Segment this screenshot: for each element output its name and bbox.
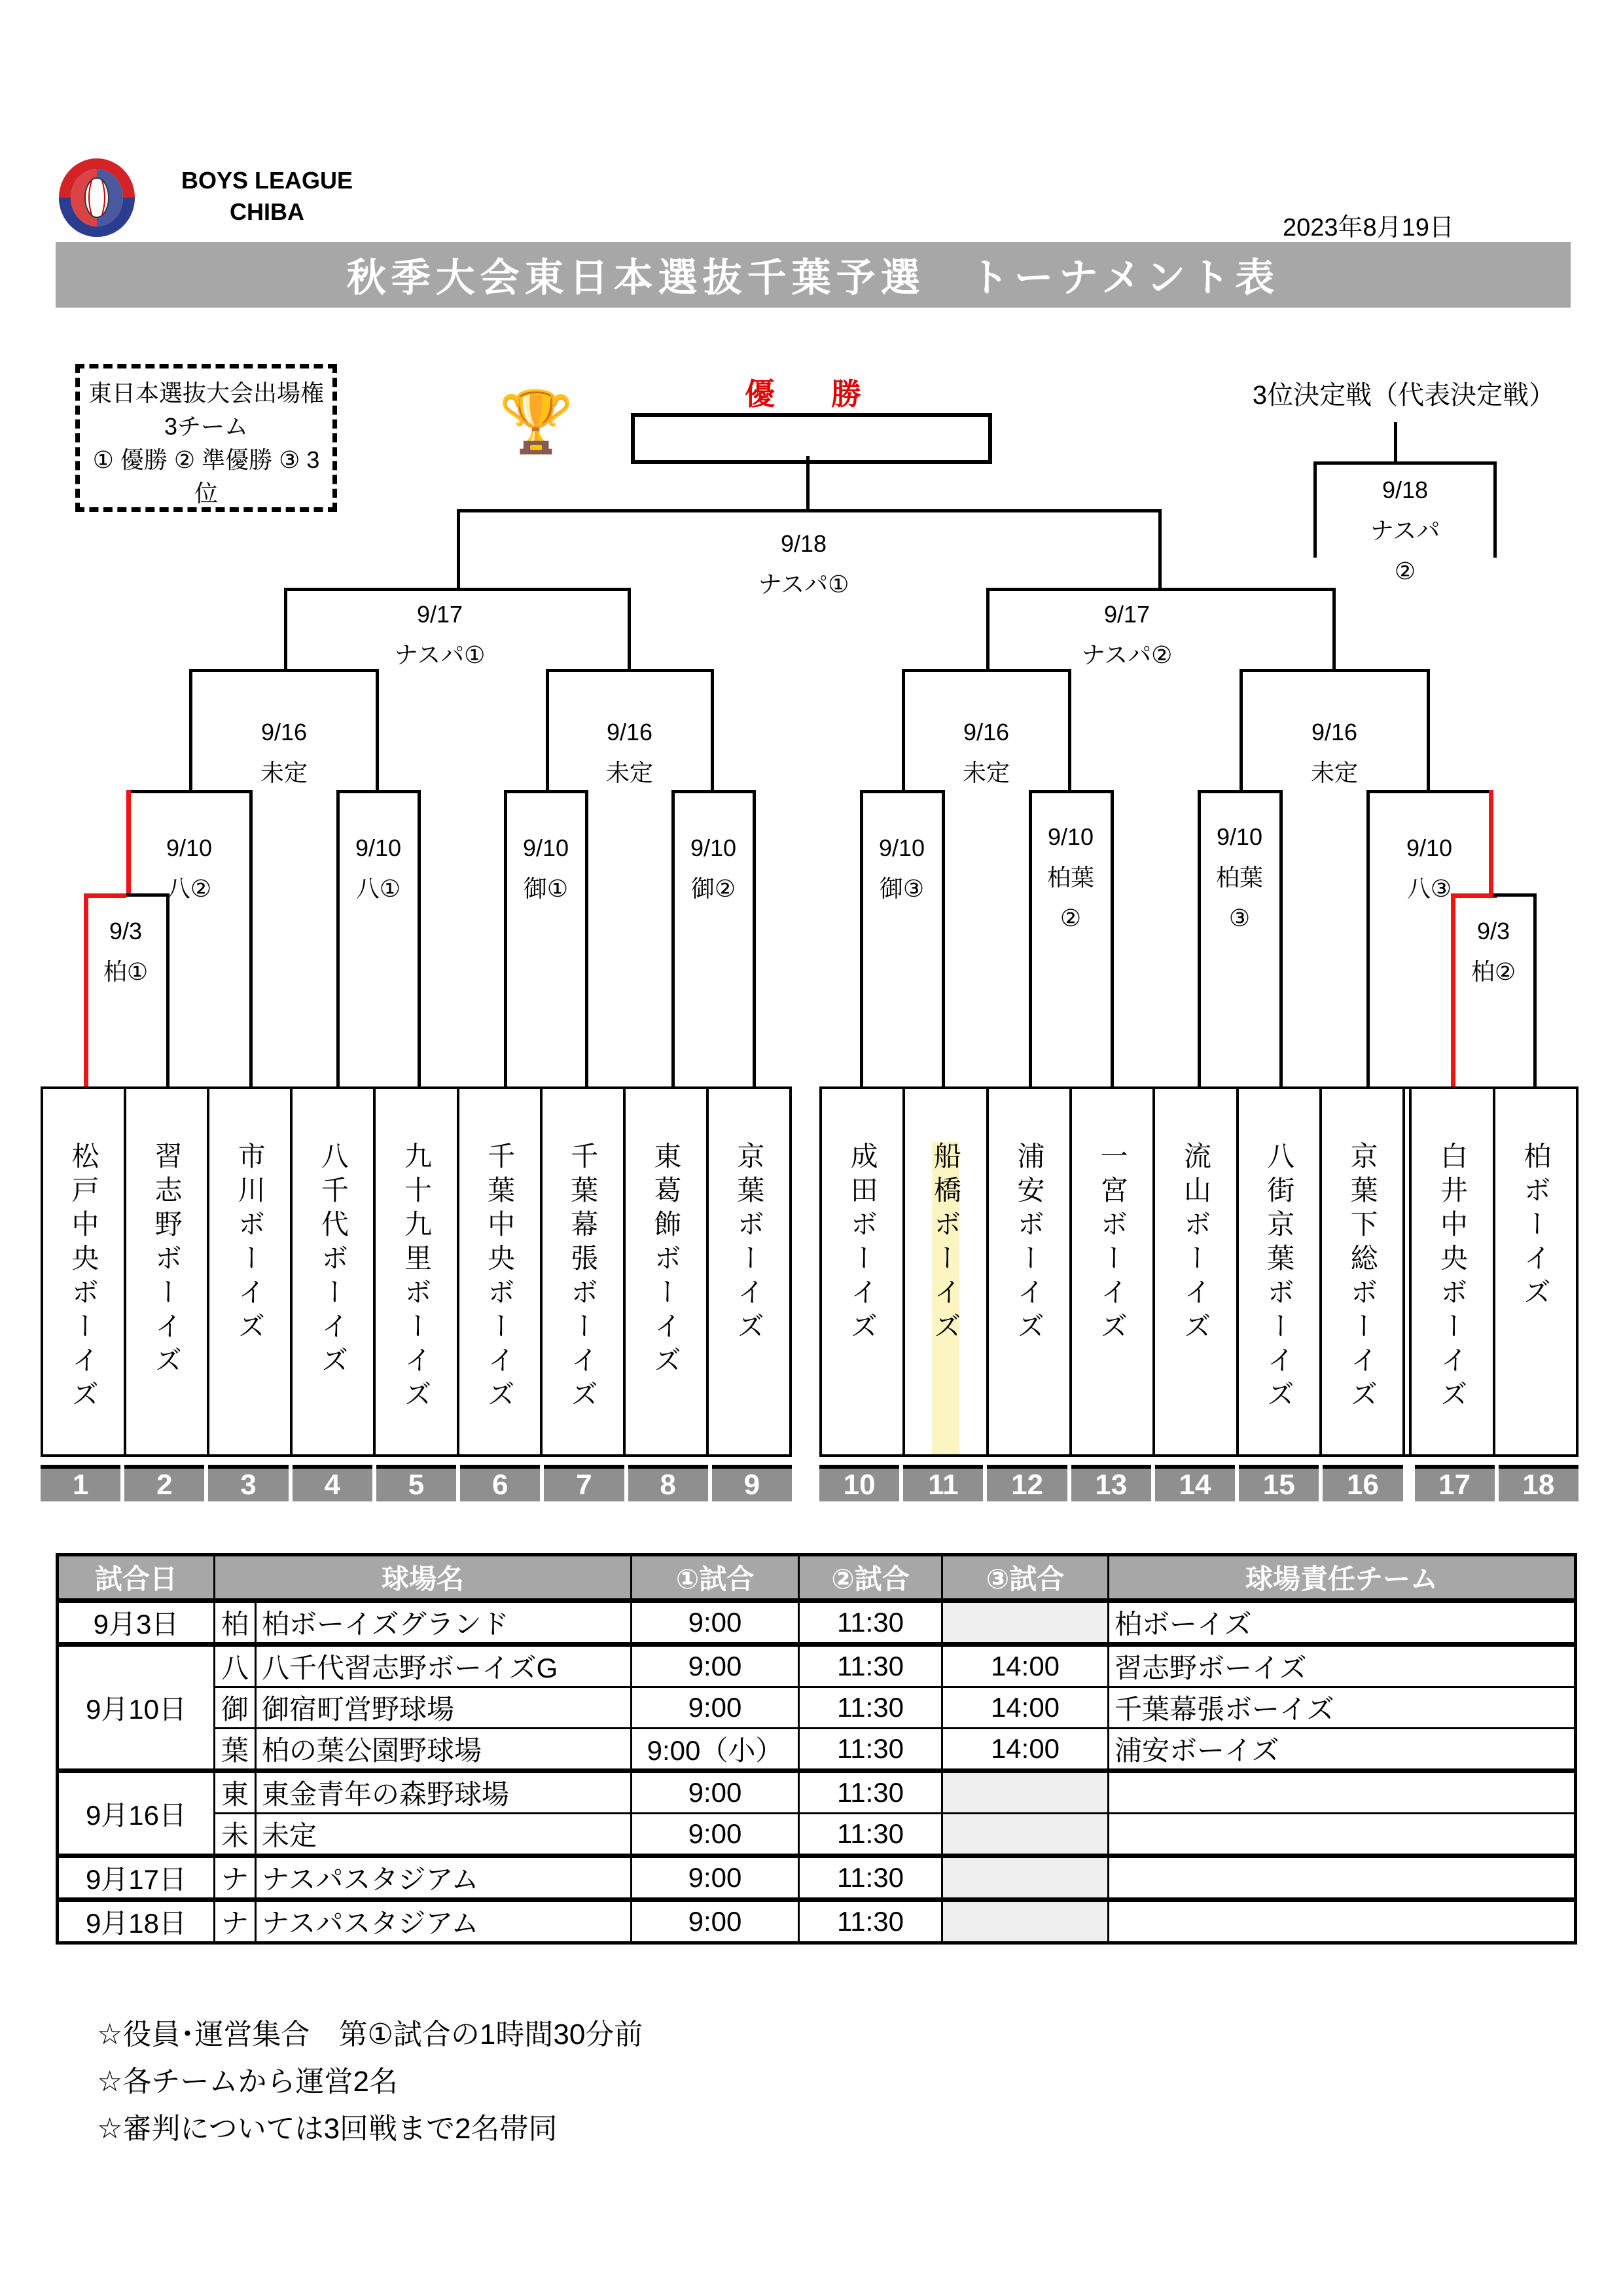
final-connector (457, 509, 1160, 512)
seed-number-10: 10 (819, 1465, 899, 1501)
team-cell-1 (43, 1089, 126, 1454)
team-name-6: 千葉中央ボーイズ (484, 1141, 516, 1414)
responsible-team: 千葉幕張ボーイズ (1109, 1687, 1576, 1729)
team-name-18: 柏ボーイズ (1520, 1141, 1552, 1312)
venue-name: ナスパスタジアム (256, 1856, 632, 1900)
quarterfinal-label (888, 712, 1084, 793)
third-place-label-text: ナスパ (1370, 517, 1440, 544)
team-cell-5 (376, 1089, 459, 1454)
team-cell-4 (293, 1089, 376, 1454)
semifinal-left-connector (284, 588, 630, 591)
quarterfinal-label (186, 712, 382, 793)
final-winner-line (806, 456, 810, 509)
team-cell-18 (1495, 1089, 1576, 1454)
round2-label-text: 御② (690, 875, 736, 902)
quarterfinal-label-text: 未定 (260, 759, 308, 786)
venue-abbr: 御 (215, 1687, 256, 1729)
responsible-team: 浦安ボーイズ (1109, 1729, 1576, 1771)
game3-time: 14:00 (942, 1687, 1109, 1729)
responsible-team: 習志野ボーイズ (1109, 1645, 1576, 1687)
game1-time: 9:00 (632, 1900, 799, 1943)
semifinal-label (342, 594, 538, 675)
semifinal-label-text: 9/17 (1103, 601, 1150, 628)
schedule-header-row (58, 1555, 1576, 1601)
round2-label-text: 9/10 (1216, 823, 1263, 850)
responsible-team (1109, 1900, 1576, 1943)
bracket-line (457, 509, 460, 590)
team-name-17: 白井中央ボーイズ (1436, 1141, 1468, 1414)
trophy-icon: 🏆 (499, 389, 574, 456)
game1-time: 9:00 (632, 1771, 799, 1814)
quarterfinal-label (531, 712, 728, 793)
round2-label-text: ③ (1228, 905, 1251, 931)
game1-time: 9:00（小） (632, 1729, 799, 1771)
round2-label-text: 9/10 (1047, 823, 1094, 850)
seed-number-8: 8 (628, 1465, 708, 1501)
team-cell-9 (709, 1089, 789, 1454)
venue-abbr: 柏 (215, 1601, 256, 1645)
seed-number-18: 18 (1499, 1465, 1578, 1501)
game1-time: 9:00 (632, 1601, 799, 1645)
game3-time (942, 1601, 1109, 1645)
match-date: 9月17日 (58, 1856, 215, 1900)
schedule-row (58, 1601, 1576, 1645)
round2-label (448, 828, 644, 909)
seed-number-5: 5 (376, 1465, 456, 1501)
qualification-line2: 3チーム (164, 413, 249, 440)
league-name-line2: CHIBA (230, 198, 304, 225)
venue-name: 柏の葉公園野球場 (256, 1729, 632, 1771)
seed-number-2: 2 (124, 1465, 204, 1501)
venue-abbr: 未 (215, 1814, 256, 1856)
team-name-1: 松戸中央ボーイズ (68, 1141, 99, 1414)
round2-label-text: 柏葉 (1215, 864, 1263, 891)
seed-number-12: 12 (987, 1465, 1067, 1501)
round1-label-text: 柏① (103, 958, 149, 985)
semifinal-label-text: 9/17 (416, 601, 463, 628)
semifinal-label-text: ナスパ② (1081, 641, 1173, 668)
quarterfinal-label-text: 9/16 (1311, 719, 1358, 745)
round2-label-text: 八① (355, 875, 401, 902)
schedule-header-4: ②試合 (799, 1555, 942, 1601)
match-date: 9月16日 (58, 1771, 215, 1856)
match-date: 9月3日 (58, 1601, 215, 1645)
seed-number-9: 9 (712, 1465, 792, 1501)
seed-number-7: 7 (544, 1465, 624, 1501)
semifinal-right-connector (986, 588, 1334, 591)
quarterfinal-label-text: 未定 (605, 759, 653, 786)
team-cell-8 (626, 1089, 709, 1454)
team-table-right (819, 1086, 1578, 1457)
team-cell-15 (1239, 1089, 1322, 1454)
schedule-row (58, 1729, 1576, 1771)
schedule-row (58, 1856, 1576, 1900)
title-bar (56, 242, 1571, 308)
seed-number-bar-right (819, 1465, 1578, 1501)
champion-box (631, 413, 992, 464)
responsible-team (1109, 1856, 1576, 1900)
round2-label (615, 828, 812, 909)
round1-label-text: 柏② (1471, 958, 1516, 985)
note-line-3: ☆審判については3回戦まで2名帯同 (97, 2113, 558, 2145)
schedule-row (58, 1645, 1576, 1687)
venue-abbr: 葉 (215, 1729, 256, 1771)
seed-number-14: 14 (1155, 1465, 1235, 1501)
page-title: 秋季大会東日本選抜千葉予選 トーナメント表 (346, 256, 1280, 300)
schedule-table (56, 1553, 1577, 1945)
schedule-row (58, 1687, 1576, 1729)
bracket-line (986, 588, 990, 672)
seed-number-13: 13 (1071, 1465, 1151, 1501)
schedule-header-3: ①試合 (632, 1555, 799, 1601)
quarterfinal-connector (1240, 669, 1429, 672)
venue-name: 東金青年の森野球場 (256, 1771, 632, 1814)
venue-name: 柏ボーイズグランド (256, 1601, 632, 1645)
team-name-14: 流山ボーイズ (1180, 1141, 1211, 1346)
schedule-row (58, 1900, 1576, 1943)
quarterfinal-label-text: 9/16 (963, 719, 1010, 745)
team-cell-6 (459, 1089, 543, 1454)
seed-bar-gap (1407, 1465, 1411, 1501)
responsible-team (1109, 1771, 1576, 1814)
match-date: 9月10日 (58, 1645, 215, 1771)
qualification-box (75, 364, 337, 512)
round2-label-text: 八③ (1406, 875, 1452, 902)
game2-time: 11:30 (799, 1645, 942, 1687)
game2-time: 11:30 (799, 1856, 942, 1900)
schedule-row (58, 1814, 1576, 1856)
game1-time: 9:00 (632, 1645, 799, 1687)
responsible-team: 柏ボーイズ (1109, 1601, 1576, 1645)
round2-label-text: 9/10 (690, 834, 737, 861)
round1-label-text: 9/3 (1476, 918, 1510, 944)
team-cell-16 (1322, 1089, 1405, 1454)
champion-label: 優 勝 (745, 377, 874, 411)
team-name-2: 習志野ボーイズ (151, 1141, 183, 1380)
third-place-title: 3位決定戦（代表決定戦） (1252, 381, 1556, 410)
league-emblem-icon (58, 157, 136, 238)
schedule-header-2: 球場名 (215, 1555, 632, 1601)
game3-time (942, 1814, 1109, 1856)
team-name-3: 市川ボーイズ (234, 1141, 266, 1346)
semifinal-label (1029, 594, 1225, 675)
responsible-team (1109, 1814, 1576, 1856)
round2-label-text: 御③ (879, 875, 925, 902)
round2-label-text: 9/10 (522, 834, 569, 861)
round2-label-text: 御① (523, 875, 569, 902)
schedule-header-5: ③試合 (942, 1555, 1109, 1601)
team-cell-3 (209, 1089, 293, 1454)
game3-time: 14:00 (942, 1729, 1109, 1771)
third-place-stub (1394, 422, 1397, 461)
quarterfinal-label-text: 未定 (962, 759, 1010, 786)
bracket-line (628, 588, 631, 672)
qualification-line3: ① 優勝 ② 準優勝 ③ 3位 (92, 446, 320, 507)
round2-label-text: 9/10 (355, 834, 402, 861)
seed-number-bar-left (41, 1465, 792, 1501)
team-cell-7 (543, 1089, 626, 1454)
team-name-12: 浦安ボーイズ (1014, 1141, 1045, 1346)
round2-label-text: ② (1060, 905, 1082, 931)
seed-number-11: 11 (903, 1465, 983, 1501)
team-cell-17 (1412, 1089, 1495, 1454)
qualification-line1: 東日本選抜大会出場権 (88, 380, 324, 406)
round2-label-text: 9/10 (1406, 834, 1453, 861)
bracket-line (1158, 509, 1162, 590)
round2-label (804, 828, 1000, 909)
final-label-text: 9/18 (780, 530, 827, 557)
quarterfinal-connector (546, 669, 713, 672)
game2-time: 11:30 (799, 1814, 942, 1856)
third-place-label-text: ② (1394, 558, 1416, 584)
third-place-connector (1313, 461, 1497, 465)
venue-abbr: ナ (215, 1856, 256, 1900)
round1-label (1395, 911, 1592, 992)
team-name-5: 九十九里ボーイズ (401, 1141, 432, 1414)
seed-number-3: 3 (208, 1465, 288, 1501)
seed-number-16: 16 (1323, 1465, 1402, 1501)
game2-time: 11:30 (799, 1601, 942, 1645)
game1-time: 9:00 (632, 1856, 799, 1900)
quarterfinal-label (1236, 712, 1433, 793)
round2-label-text: 9/10 (166, 834, 213, 861)
seed-number-6: 6 (460, 1465, 540, 1501)
venue-abbr: 八 (215, 1645, 256, 1687)
round2-label-text: 9/10 (878, 834, 925, 861)
final-label-text: ナスパ① (758, 571, 849, 598)
team-name-9: 京葉ボーイズ (734, 1141, 765, 1346)
team-table-divider (1405, 1089, 1412, 1454)
quarterfinal-label-text: 9/16 (606, 719, 653, 745)
team-name-15: 八街京葉ボーイズ (1264, 1141, 1295, 1414)
seed-number-4: 4 (293, 1465, 372, 1501)
quarterfinal-label-text: 未定 (1310, 759, 1358, 786)
team-cell-12 (989, 1089, 1072, 1454)
team-table-left (41, 1086, 792, 1457)
round2-label (91, 828, 287, 909)
league-name-line1: BOYS LEAGUE (181, 167, 353, 194)
bracket-line (1332, 588, 1336, 672)
round2-label (972, 817, 1169, 939)
round2-label-text: 柏葉 (1046, 864, 1094, 891)
league-logo (58, 157, 136, 242)
game3-time (942, 1900, 1109, 1943)
third-place-label-text: 9/18 (1382, 476, 1429, 503)
team-cell-10 (822, 1089, 905, 1454)
round2-label (280, 828, 476, 909)
team-name-11: 船橋ボーイズ (932, 1141, 959, 1454)
schedule-header-6: 球場責任チーム (1109, 1555, 1576, 1601)
note-line-1: ☆役員･運営集合 第①試合の1時間30分前 (97, 2018, 643, 2051)
game1-time: 9:00 (632, 1814, 799, 1856)
team-name-10: 成田ボーイズ (847, 1141, 878, 1346)
final-label (705, 524, 902, 605)
game3-time (942, 1771, 1109, 1814)
round2-label (1331, 828, 1527, 909)
team-cell-11 (905, 1089, 988, 1454)
round1-label (27, 911, 224, 992)
schedule-header-1: 試合日 (58, 1555, 215, 1601)
game2-time: 11:30 (799, 1771, 942, 1814)
venue-name: 未定 (256, 1814, 632, 1856)
team-cell-13 (1072, 1089, 1155, 1454)
schedule-row (58, 1771, 1576, 1814)
game3-time (942, 1856, 1109, 1900)
note-line-2: ☆各チームから運営2名 (97, 2066, 398, 2098)
seed-number-1: 1 (41, 1465, 120, 1501)
team-name-4: 八千代ボーイズ (317, 1141, 349, 1380)
seed-number-15: 15 (1239, 1465, 1319, 1501)
semifinal-label-text: ナスパ① (394, 641, 486, 668)
game1-time: 9:00 (632, 1687, 799, 1729)
seed-number-17: 17 (1415, 1465, 1495, 1501)
venue-abbr: 東 (215, 1771, 256, 1814)
game3-time: 14:00 (942, 1645, 1109, 1687)
round2-label-text: 八② (166, 875, 212, 902)
team-name-13: 一宮ボーイズ (1097, 1141, 1128, 1346)
team-cell-14 (1155, 1089, 1238, 1454)
bracket-line (284, 588, 287, 672)
team-name-8: 東葛飾ボーイズ (651, 1141, 682, 1380)
game2-time: 11:30 (799, 1687, 942, 1729)
match-date: 9月18日 (58, 1900, 215, 1943)
round2-label (1141, 817, 1338, 939)
third-place-label (1307, 470, 1503, 592)
team-name-16: 京葉下総ボーイズ (1347, 1141, 1378, 1414)
venue-name: ナスパスタジアム (256, 1900, 632, 1943)
game2-time: 11:30 (799, 1900, 942, 1943)
quarterfinal-label-text: 9/16 (260, 719, 308, 745)
venue-name: 八千代習志野ボーイズG (256, 1645, 632, 1687)
team-cell-2 (126, 1089, 209, 1454)
league-name (149, 165, 385, 228)
venue-abbr: ナ (215, 1900, 256, 1943)
team-name-7: 千葉幕張ボーイズ (567, 1141, 599, 1414)
round1-label-text: 9/3 (109, 918, 143, 944)
venue-name: 御宿町営野球場 (256, 1687, 632, 1729)
game2-time: 11:30 (799, 1729, 942, 1771)
document-date: 2023年8月19日 (1283, 214, 1454, 242)
